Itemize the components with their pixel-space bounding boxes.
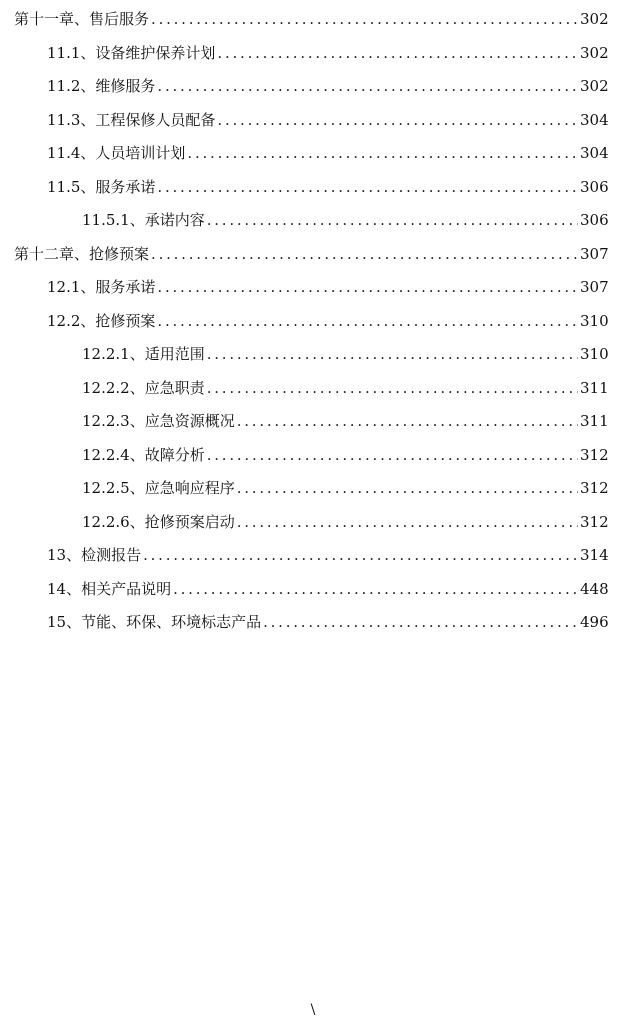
toc-entry-title: 服务承诺 <box>95 278 156 296</box>
toc-entry[interactable] <box>0 104 626 138</box>
toc-entry[interactable] <box>0 372 626 406</box>
dot-leader <box>173 573 578 607</box>
toc-entry[interactable] <box>0 338 626 372</box>
toc-entry-page: 306 <box>580 211 609 229</box>
toc-entry[interactable] <box>0 271 626 305</box>
toc-entry[interactable] <box>0 37 626 71</box>
dot-leader <box>157 70 578 104</box>
toc-entry-number: 15、 <box>47 613 82 631</box>
toc-entry-page: 307 <box>580 278 609 296</box>
dot-leader <box>237 472 578 506</box>
toc-entry-number: 12.2.5、 <box>82 479 145 497</box>
toc-entry-title: 设备维护保养计划 <box>95 43 216 62</box>
dot-leader <box>151 238 578 272</box>
toc-entry-title: 应急响应程序 <box>144 479 235 497</box>
dot-leader <box>207 338 578 372</box>
toc-entry-title: 抢修预案启动 <box>144 512 235 531</box>
toc-entry-number: 11.4、 <box>47 144 96 162</box>
toc-entry-page: 311 <box>580 412 609 430</box>
toc-entry[interactable] <box>0 171 626 205</box>
toc-entry[interactable] <box>0 472 626 506</box>
toc-entry-page: 312 <box>580 512 609 531</box>
toc-entry-page: 304 <box>580 144 609 162</box>
toc-entry-title: 维修服务 <box>95 77 156 95</box>
toc-entry-number: 11.5.1、 <box>82 211 145 229</box>
toc-entry[interactable] <box>0 439 626 473</box>
toc-entry[interactable] <box>0 405 626 439</box>
toc-entry[interactable] <box>0 70 626 104</box>
toc-entry-number: 12.2.3、 <box>82 412 145 430</box>
dot-leader <box>187 137 578 171</box>
toc-entry-title: 售后服务 <box>89 10 150 28</box>
toc-entry-number: 12.2.6、 <box>82 512 145 531</box>
toc-entry-number: 第十一章、 <box>14 10 90 28</box>
toc-entry-title: 节能、环保、环境标志产品 <box>81 613 262 631</box>
dot-leader <box>157 271 578 305</box>
toc-entry-title: 工程保修人员配备 <box>95 110 216 129</box>
toc-entry-number: 11.1、 <box>47 43 96 62</box>
toc-entry-page: 448 <box>580 579 609 598</box>
dot-leader <box>217 104 578 138</box>
toc-entry-number: 13、 <box>47 546 82 564</box>
toc-entry-page: 304 <box>580 110 609 129</box>
toc-entry-number: 12.2、 <box>47 311 96 330</box>
page-number: \ <box>310 1002 316 1018</box>
toc-entry-number: 14、 <box>47 579 82 598</box>
toc-entry-page: 311 <box>580 378 609 397</box>
toc-entry-title: 服务承诺 <box>95 177 156 196</box>
toc-entry-page: 302 <box>580 77 609 95</box>
dot-leader <box>207 204 578 238</box>
toc-entry-number: 11.5、 <box>47 177 96 196</box>
toc-entry[interactable] <box>0 506 626 540</box>
toc-entry-number: 11.2、 <box>47 77 96 95</box>
toc-entry-page: 496 <box>580 613 609 631</box>
toc-entry-title: 适用范围 <box>144 345 205 363</box>
dot-leader <box>207 439 578 473</box>
toc-entry-number: 12.2.2、 <box>82 378 145 397</box>
toc-entry-page: 312 <box>580 479 609 497</box>
toc-entry[interactable] <box>0 305 626 339</box>
dot-leader <box>151 3 578 37</box>
toc-entry-number: 12.2.4、 <box>82 445 145 464</box>
toc-entry-page: 302 <box>580 10 609 28</box>
toc-entry-page: 307 <box>580 244 609 263</box>
toc-entry-page: 310 <box>580 345 609 363</box>
toc-entry-title: 相关产品说明 <box>81 579 172 598</box>
dot-leader <box>143 539 578 573</box>
toc-entry-title: 故障分析 <box>144 445 205 464</box>
toc-entry-title: 抢修预案 <box>89 244 150 263</box>
dot-leader <box>217 37 578 71</box>
toc-entry[interactable] <box>0 573 626 607</box>
toc-entry-page: 310 <box>580 311 609 330</box>
toc-entry[interactable] <box>0 606 626 640</box>
dot-leader <box>157 171 578 205</box>
toc-entry-page: 306 <box>580 177 609 196</box>
toc-entry-page: 314 <box>580 546 609 564</box>
toc-entry[interactable] <box>0 539 626 573</box>
toc-entry-page: 302 <box>580 43 609 62</box>
dot-leader <box>237 405 578 439</box>
toc-entry-title: 承诺内容 <box>144 211 205 229</box>
dot-leader <box>263 606 578 640</box>
toc-entry[interactable] <box>0 238 626 272</box>
toc-entry-number: 11.3、 <box>47 110 96 129</box>
toc-entry-title: 检测报告 <box>81 546 142 564</box>
dot-leader <box>237 506 578 540</box>
toc-entry-number: 12.1、 <box>47 278 96 296</box>
toc-entry-page: 312 <box>580 445 609 464</box>
toc-entry-title: 人员培训计划 <box>95 144 186 162</box>
toc-entry-title: 抢修预案 <box>95 311 156 330</box>
toc-entry[interactable] <box>0 137 626 171</box>
toc-entry-number: 12.2.1、 <box>82 345 145 363</box>
toc-entry-title: 应急资源概况 <box>144 412 235 430</box>
dot-leader <box>207 372 578 406</box>
dot-leader <box>157 305 578 339</box>
toc-entry[interactable] <box>0 3 626 37</box>
toc-entry-title: 应急职责 <box>144 378 205 397</box>
toc-entry-number: 第十二章、 <box>14 244 90 263</box>
table-of-contents <box>0 3 626 640</box>
toc-entry[interactable] <box>0 204 626 238</box>
